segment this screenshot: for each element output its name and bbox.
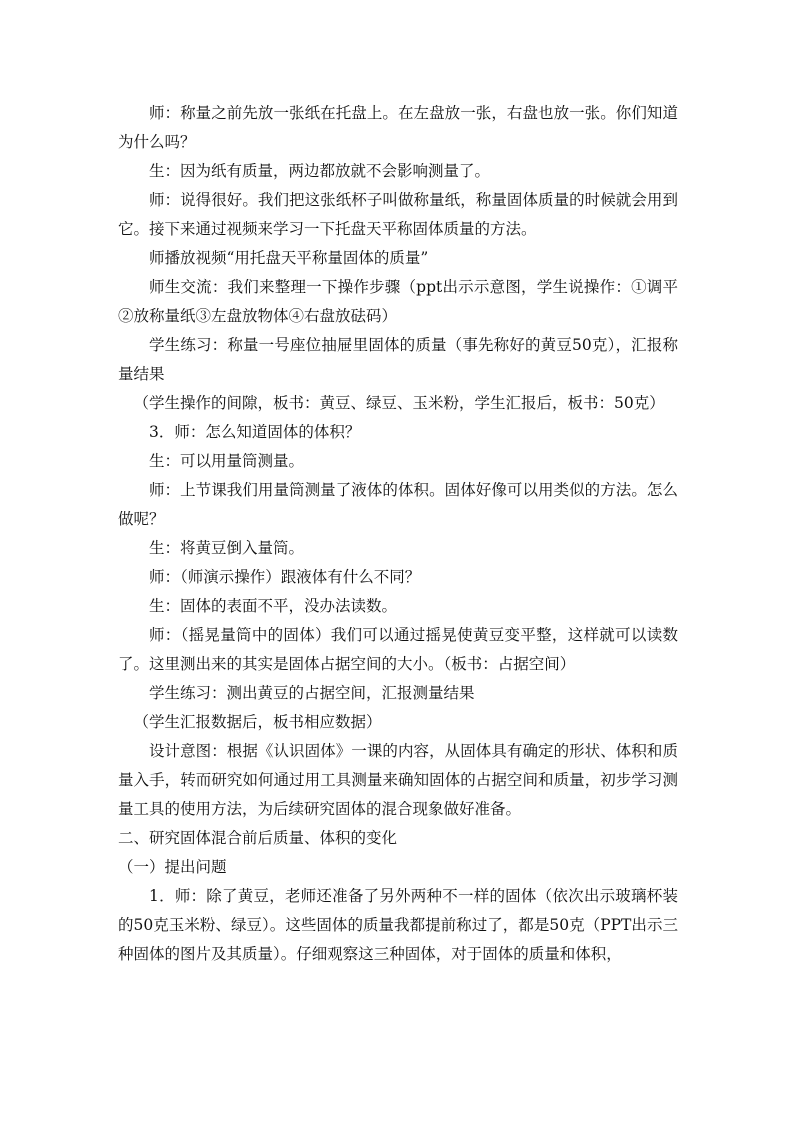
paragraph: 学生练习：测出黄豆的占据空间，汇报测量结果 [149,684,475,702]
paragraph: 师：（摇晃量筒中的固体）我们可以通过摇晃使黄豆变平整，这样就可以读数了。这里测出来的其实是固体占据空间的大小。（板书：占据空间） [118,626,678,673]
document-body [118,99,678,969]
paragraph: 生：固体的表面不平，没办法读数。 [149,597,398,615]
section-heading: 二、研究固体混合前后质量、体积的变化 [118,829,398,847]
paragraph: 生：将黄豆倒入量筒。 [149,539,305,557]
paragraph: （学生操作的间隙，板书：黄豆、绿豆、玉米粉，学生汇报后，板书：50克） [133,394,665,412]
paragraph: 师：上节课我们用量筒测量了液体的体积。固体好像可以用类似的方法。怎么做呢？ [118,481,678,528]
paragraph: 师播放视频“用托盘天平称量固体的质量” [149,249,429,267]
paragraph: 生：因为纸有质量，两边都放就不会影响测量了。 [149,162,491,180]
subsection-heading: （一）提出问题 [118,858,227,876]
paragraph: 师生交流：我们来整理一下操作步骤（ppt出示示意图，学生说操作：①调平②放称量纸③左盘放物体④右盘放砝码） [118,278,678,325]
paragraph: 学生练习：称量一号座位抽屉里固体的质量（事先称好的黄豆50克），汇报称量结果 [118,336,678,383]
paragraph: 1．师：除了黄豆，老师还准备了另外两种不一样的固体（依次出示玻璃杯装的50克玉米粉、绿豆）。这些固体的质量我都提前称过了，都是50克（PPT出示三种固体的图片及其质量）。仔细观察这三种固体，对于固体的质量和体积， [118,887,678,963]
paragraph: （学生汇报数据后，板书相应数据） [133,713,382,731]
paragraph: 师：称量之前先放一张纸在托盘上。在左盘放一张，右盘也放一张。你们知道为什么吗？ [118,104,678,151]
paragraph: 生：可以用量筒测量。 [149,452,305,470]
paragraph: 师：说得很好。我们把这张纸杯子叫做称量纸，称量固体质量的时候就会用到它。接下来通过视频来学习一下托盘天平称固体质量的方法。 [118,191,678,238]
paragraph: 师：（师演示操作）跟液体有什么不同？ [149,568,421,586]
paragraph: 3．师：怎么知道固体的体积？ [149,423,361,441]
paragraph: 设计意图：根据《认识固体》一课的内容，从固体具有确定的形状、体积和质量入手，转而研究如何通过用工具测量来确知固体的占据空间和质量，初步学习测量工具的使用方法，为后续研究固体的混合现象做好准备。 [118,742,678,818]
